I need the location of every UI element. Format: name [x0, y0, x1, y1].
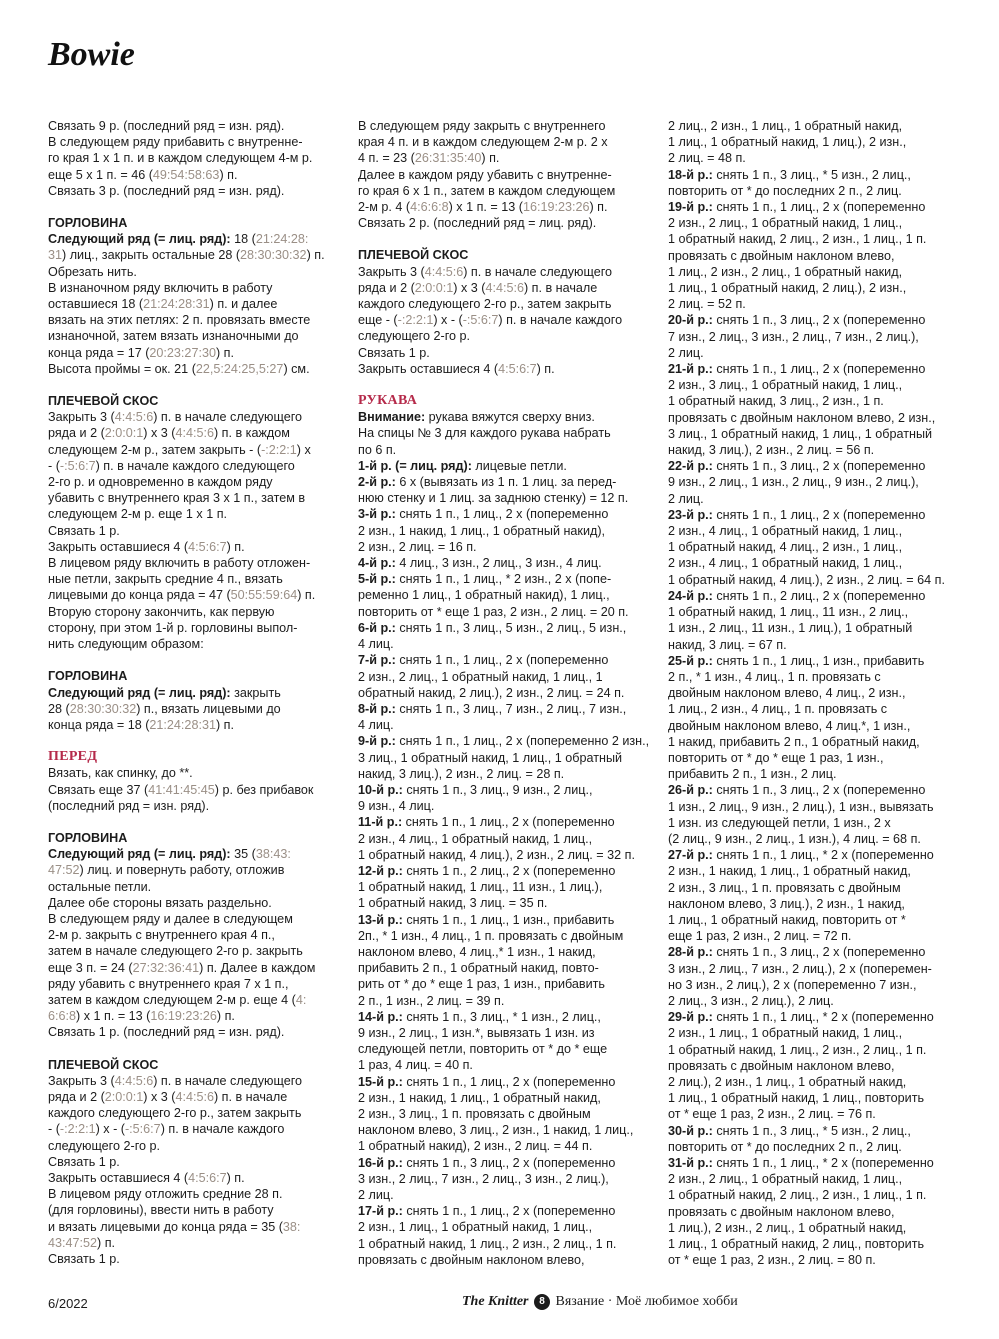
text-line: 2 изн., 1 лиц., 1 обратный накид, 1 лиц.,: [668, 1026, 903, 1041]
text-line: 2 изн., 3 лиц., 1 обратный накид, 1 лиц.,: [668, 378, 903, 393]
text-line: 1 изн., 2 лиц., 11 изн., 1 лиц.), 1 обратный: [668, 621, 913, 636]
text-line: 1 обратный накид, 2 лиц., 2 изн., 1 лиц., 1 п.: [668, 1188, 927, 1203]
text-line: - (-:2:2:1) х - (-:5:6:7) п. в начале каждого: [48, 1122, 285, 1137]
text-line: 2 п., 1 изн., 2 лиц. = 39 п.: [358, 993, 505, 1008]
text-line: (для горловины), ввести нить в работу: [48, 1203, 274, 1218]
text-line: Следующий ряд (= лиц. ряд): закрыть: [48, 685, 281, 700]
text-line: Связать 2 р. (последний ряд = лиц. ряд).: [358, 216, 597, 231]
text-line: 2п., * 1 изн., 4 лиц., 1 п. провязать с двойным: [358, 928, 624, 943]
text-line: но 3 изн., 2 лиц.), 2 х (попеременно 7 изн.,: [668, 977, 917, 992]
text-line: 2-й р.: 6 х (вывязать из 1 п. 1 лиц. за перед-: [358, 475, 617, 490]
text-line: 23-й р.: снять 1 п., 1 лиц., 2 х (попеременно: [668, 507, 926, 522]
text-line: 2 п., * 1 изн., 4 лиц., 1 п. провязать с: [668, 669, 881, 684]
text-line: по 6 п.: [358, 442, 397, 457]
text-line: 4 лиц.: [358, 637, 394, 652]
text-line: следующем 2-м р. еще 1 х 1 п.: [48, 507, 228, 522]
text-line: следующем 2-м р., затем закрыть - (-:2:2:1) х: [48, 442, 311, 457]
text-line: 14-й р.: снять 1 п., 3 лиц., * 1 изн., 2 лиц.,: [358, 1009, 601, 1024]
text-line: 1 обратный накид, 1 лиц., 11 изн., 2 лиц.,: [668, 605, 909, 620]
text-line: 1 обратный накид, 4 лиц.), 2 изн., 2 лиц. = 64 п.: [668, 572, 945, 587]
text-line: ряда и 2 (2:0:0:1) х 3 (4:4:5:6) п. в каждом: [48, 426, 290, 441]
text-line: Закрыть оставшиеся 4 (4:5:6:7) п.: [48, 1170, 245, 1185]
text-line: 24-й р.: снять 1 п., 2 лиц., 2 х (попеременно: [668, 588, 926, 603]
text-line: Закрыть 3 (4:4:5:6) п. в начале следующего: [48, 1073, 303, 1088]
text-line: 31-й р.: снять 1 п., 1 лиц., * 2 х (попеременно: [668, 1156, 934, 1170]
text-line: В лицевом ряду отложить средние 28 п.: [48, 1187, 283, 1202]
text-line: 1 раз, 4 лиц. = 40 п.: [358, 1058, 473, 1073]
text-line: 20-й р.: снять 1 п., 3 лиц., 2 х (попеременно: [668, 313, 926, 328]
text-line: 19-й р.: снять 1 п., 1 лиц., 2 х (попеременно: [668, 200, 926, 215]
text-line: каждого следующего 2-го р., затем закрыть: [358, 297, 612, 312]
text-line: 2 лиц., 2 изн., 1 лиц., 1 обратный накид,: [668, 119, 903, 133]
text-line: 1 лиц., 1 обратный накид, повторить от *: [668, 912, 906, 927]
text-line: 1 лиц., 2 изн., 4 лиц., 1 п. провязать с: [668, 702, 888, 717]
text-line: 3 лиц., 1 обратный накид, 1 лиц., 1 обратный: [668, 426, 933, 441]
section-subheading: ГОРЛОВИНА: [48, 669, 128, 684]
text-line: затем в каждом следующем 2-м р. еще 4 (4:: [48, 992, 307, 1007]
text-line: 2 лиц. = 48 п.: [668, 151, 746, 166]
text-line: 12-й р.: снять 1 п., 2 лиц., 2 х (попеременно: [358, 863, 616, 878]
magazine-tagline: Вязание · Моё любимое хобби: [555, 1294, 738, 1309]
text-line: двойным наклоном влево, 4 лиц.*, 1 изн.,: [668, 718, 911, 733]
issue-number: 6/2022: [48, 1296, 88, 1311]
text-line: 1 обратный накид, 1 лиц., 2 изн., 2 лиц., 1 п.: [668, 1042, 927, 1057]
text-line: Закрыть оставшиеся 4 (4:5:6:7) п.: [48, 539, 245, 554]
text-line: провязать с двойным наклоном влево,: [358, 1252, 585, 1267]
text-line: еще 1 раз, 2 изн., 2 лиц. = 72 п.: [668, 929, 852, 944]
text-line: 2 изн., 1 лиц., 1 обратный накид, 1 лиц.,: [358, 1220, 593, 1235]
text-line: ряду убавить с внутреннего края 7 х 1 п.,: [48, 976, 289, 991]
text-line: конца ряда = 17 (20:23:27:30) п.: [48, 345, 234, 360]
text-line: ряда и 2 (2:0:0:1) х 3 (4:4:5:6) п. в начале: [48, 1089, 288, 1104]
text-line: от * еще 1 раз, 2 изн., 2 лиц. = 76 п.: [668, 1107, 876, 1122]
text-line: 9 изн., 2 лиц., 1 изн.*, вывязать 1 изн. из: [358, 1025, 595, 1040]
text-line: обратный накид, 2 лиц.), 2 изн., 2 лиц. = 24 п.: [358, 685, 625, 700]
text-line: 1 обратный накид, 1 лиц., 2 изн., 2 лиц., 1 п.: [358, 1236, 617, 1251]
text-line: Обрезать нить.: [48, 264, 137, 279]
text-line: 16-й р.: снять 1 п., 3 лиц., 2 х (попеременно: [358, 1155, 616, 1170]
text-line: В следующем ряду прибавить с внутренне-: [48, 135, 303, 150]
text-line: еще - (-:2:2:1) х - (-:5:6:7) п. в начале каждого: [358, 313, 623, 328]
text-line: повторить от * еще 1 раз, 2 изн., 2 лиц. = 20 п.: [358, 604, 629, 619]
text-line: го края 6 х 1 п., затем в каждом следующем: [358, 183, 616, 198]
text-line: - (-:5:6:7) п. в начале каждого следующего: [48, 458, 295, 473]
text-line: 26-й р.: снять 1 п., 3 лиц., 2 х (попеременно: [668, 783, 926, 798]
text-line: изнаночной, затем вязать изнаночными до: [48, 329, 299, 344]
text-line: Связать 1 р.: [48, 1252, 120, 1266]
text-line: Вторую сторону закончить, как первую: [48, 604, 275, 619]
page-number-badge: 8: [534, 1294, 550, 1310]
text-line: 3 лиц., 1 обратный накид, 1 лиц., 1 обратный: [358, 750, 623, 765]
text-line: следующего 2-го р.: [358, 329, 471, 344]
text-line: провязать с двойным наклоном влево,: [668, 248, 895, 263]
text-line: 28 (28:30:30:32) п., вязать лицевыми до: [48, 701, 281, 716]
text-line: оставшиеся 18 (21:24:28:31) п. и далее: [48, 297, 278, 312]
text-line: 1 изн. из следующей петли, 1 изн., 2 х: [668, 815, 891, 830]
text-line: 2 изн., 4 лиц., 1 обратный накид, 1 лиц.,: [668, 556, 903, 571]
text-line: Связать 1 р.: [48, 1154, 120, 1169]
text-line: Связать 3 р. (последний ряд = изн. ряд).: [48, 183, 285, 198]
text-line: Связать 1 р.: [358, 345, 430, 360]
text-line: рить от * до * еще 1 раз, 1 изн., прибавить: [358, 977, 605, 992]
text-line: 7-й р.: снять 1 п., 1 лиц., 2 х (попеременно: [358, 653, 609, 668]
section-subheading: ПЛЕЧЕВОЙ СКОС: [48, 1057, 159, 1072]
text-line: Далее обе стороны вязать раздельно.: [48, 895, 272, 910]
text-line: 2 лиц.: [358, 1188, 394, 1202]
text-line: Связать 9 р. (последний ряд = изн. ряд).: [48, 119, 285, 133]
text-line: го края 1 х 1 п. и в каждом следующем 4-м р.: [48, 151, 313, 166]
text-line: наклоном влево, 4 лиц.,* 1 изн., 1 накид,: [358, 944, 596, 959]
text-line: 1 накид, прибавить 2 п., 1 обратный накид,: [668, 734, 920, 749]
text-line: Закрыть 3 (4:4:5:6) п. в начале следующего: [358, 264, 613, 279]
text-line: В изнаночном ряду включить в работу: [48, 280, 273, 295]
text-column-2: [358, 118, 654, 1268]
text-line: 1 лиц., 1 обратный накид, 2 лиц., повторить: [668, 1237, 925, 1252]
text-line: следующей петли, повторить от * до * еще: [358, 1042, 608, 1057]
text-line: 1 лиц., 2 изн., 2 лиц., 1 обратный накид,: [668, 264, 903, 279]
text-line: 1 обратный накид, 4 лиц.), 2 изн., 2 лиц. = 32 п.: [358, 847, 635, 862]
text-line: края 4 п. и в каждом следующем 2-м р. 2 х: [358, 135, 608, 150]
text-line: 4 лиц.: [358, 718, 394, 733]
text-line: двойным наклоном влево, 4 лиц., 2 изн.,: [668, 686, 906, 701]
section-heading-sleeves: РУКАВА: [358, 393, 418, 409]
magazine-name: The Knitter: [462, 1294, 529, 1309]
text-line: затем в начале следующего 2-го р. закрыть: [48, 944, 303, 959]
text-line: 2 изн., 4 лиц., 1 обратный накид, 1 лиц.,: [358, 831, 593, 846]
text-line: 1 лиц., 1 обратный накид, 1 лиц.), 2 изн.,: [668, 135, 907, 150]
text-line: следующего 2-го р.: [48, 1138, 161, 1153]
section-subheading: ГОРЛОВИНА: [48, 830, 128, 845]
text-line: 2-го р. и одновременно в каждом ряду: [48, 475, 273, 490]
text-line: В следующем ряду и далее в следующем: [48, 911, 293, 926]
text-line: 28-й р.: снять 1 п., 3 лиц., 2 х (попеременно: [668, 945, 926, 960]
text-line: 17-й р.: снять 1 п., 1 лиц., 2 х (попеременно: [358, 1204, 616, 1219]
text-line: 25-й р.: снять 1 п., 1 лиц., 1 изн., прибавить: [668, 653, 925, 668]
text-line: В следующем ряду закрыть с внутреннего: [358, 119, 606, 133]
text-line: сторону, при этом 1-й р. горловины выпол-: [48, 620, 298, 635]
text-line: наклоном влево, 3 лиц.), 2 изн., 1 накид,: [668, 896, 905, 911]
text-line: Следующий ряд (= лиц. ряд): 35 (38:43:: [48, 847, 291, 862]
section-subheading: ПЛЕЧЕВОЙ СКОС: [358, 248, 469, 263]
section-subheading: ГОРЛОВИНА: [48, 216, 128, 231]
text-line: 2 лиц.: [668, 491, 704, 506]
text-line: 1 лиц., 1 обратный накид, 2 лиц.), 2 изн.,: [668, 281, 907, 296]
text-line: 2 изн., 1 накид, 1 лиц., 1 обратный накид,: [668, 864, 911, 879]
text-line: 2 изн., 4 лиц., 1 обратный накид, 1 лиц.,: [668, 524, 903, 539]
text-line: 2 лиц.: [668, 345, 704, 360]
text-line: Высота проймы = ок. 21 (22,5:24:25,5:27) см.: [48, 361, 310, 376]
text-line: 6:6:8) х 1 п. = 13 (16:19:23:26) п.: [48, 1009, 235, 1024]
text-line: 3 изн., 2 лиц., 7 изн., 2 лиц.), 2 х (поперемен-: [668, 961, 932, 976]
page-footer: [48, 1294, 952, 1316]
text-line: 1 лиц.), 2 изн., 2 лиц., 1 обратный накид,: [668, 1220, 907, 1235]
text-line: Закрыть оставшиеся 4 (4:5:6:7) п.: [358, 361, 555, 376]
text-line: 1 обратный накид), 2 изн., 2 лиц. = 44 п.: [358, 1139, 593, 1154]
text-line: 27-й р.: снять 1 п., 1 лиц., * 2 х (попеременно: [668, 848, 934, 863]
text-line: 11-й р.: снять 1 п., 1 лиц., 2 х (попеременно: [358, 815, 615, 830]
text-line: 4-й р.: 4 лиц., 3 изн., 2 лиц., 3 изн., 4 лиц.: [358, 556, 602, 571]
text-line: накид, 3 лиц.), 2 изн., 2 лиц. = 28 п.: [358, 766, 565, 781]
text-line: от * еще 1 раз, 2 изн., 2 лиц. = 80 п.: [668, 1253, 876, 1268]
text-line: 3-й р.: снять 1 п., 1 лиц., 2 х (попеременно: [358, 507, 609, 522]
text-line: нить следующим образом:: [48, 637, 204, 652]
text-line: 2 лиц.), 2 изн., 1 лиц., 1 обратный накид,: [668, 1074, 907, 1089]
text-line: Связать еще 37 (41:41:45:45) р. без прибавок: [48, 782, 314, 797]
text-line: 2 изн., 3 лиц., 1 п. провязать с двойным: [358, 1106, 591, 1121]
text-column-3: [668, 118, 960, 1268]
text-line: 2 лиц. = 52 п.: [668, 297, 746, 312]
text-line: 47:52) лиц. и повернуть работу, отложив: [48, 863, 285, 878]
text-line: Связать 1 р.: [48, 523, 120, 538]
text-line: вязать на этих петлях: 2 п. провязать вместе: [48, 313, 311, 328]
page-title: Bowie: [48, 36, 135, 73]
text-line: Далее в каждом ряду убавить с внутренне-: [358, 167, 612, 182]
text-line: остальные петли.: [48, 879, 152, 894]
text-line: накид, 3 лиц.), 2 изн., 2 лиц. = 56 п.: [668, 443, 875, 458]
text-line: провязать с двойным наклоном влево,: [668, 1058, 895, 1073]
text-line: 5-й р.: снять 1 п., 1 лиц., * 2 изн., 2 х (попе-: [358, 572, 612, 587]
text-line: 1-й р. (= лиц. ряд): лицевые петли.: [358, 458, 567, 473]
text-line: 2-м р. закрыть с внутреннего края 4 п.,: [48, 928, 275, 943]
text-line: На спицы № 3 для каждого рукава набрать: [358, 426, 611, 441]
text-line: Вязать, как спинку, до **.: [48, 766, 193, 781]
text-line: ременно 1 лиц., 1 обратный накид), 1 лиц.,: [358, 588, 610, 603]
text-column-1: [48, 118, 346, 1267]
text-line: 7 изн., 2 лиц., 3 изн., 2 лиц., 7 изн., 2 лиц.),: [668, 329, 919, 344]
text-line: и вязать лицевыми до конца ряда = 35 (38:: [48, 1219, 301, 1234]
text-line: 9 изн., 2 лиц., 1 изн., 2 лиц., 9 изн., 2 лиц.),: [668, 475, 919, 490]
text-line: накид, 3 лиц. = 67 п.: [668, 637, 787, 652]
text-line: повторить от * до последних 2 п., 2 лиц.: [668, 1139, 902, 1154]
text-line: 9-й р.: снять 1 п., 1 лиц., 2 х (попеременно 2 изн.,: [358, 734, 650, 749]
text-line: 2 изн., 1 накид, 1 лиц., 1 обратный накид,: [358, 1090, 601, 1105]
text-line: повторить от * до * еще 1 раз, 1 изн.,: [668, 750, 884, 765]
text-line: 4 п. = 23 (26:31:35:40) п.: [358, 151, 500, 166]
text-line: каждого следующего 2-го р., затем закрыть: [48, 1106, 302, 1121]
text-line: 1 обратный накид, 2 лиц., 2 изн., 1 лиц., 1 п.: [668, 232, 927, 247]
text-line: 2 изн., 2 лиц., 1 обратный накид, 1 лиц., 1: [358, 669, 603, 684]
text-line: 2 изн., 3 лиц., 1 п. провязать с двойным: [668, 880, 901, 895]
text-line: лицевыми до конца ряда = 47 (50:55:59:64) п.: [48, 588, 316, 603]
text-line: 1 обратный накид, 1 лиц., 11 изн., 1 лиц.),: [358, 880, 603, 895]
text-line: конца ряда = 18 (21:24:28:31) п.: [48, 717, 234, 732]
text-line: повторить от * до последних 2 п., 2 лиц.: [668, 183, 902, 198]
text-line: 15-й р.: снять 1 п., 1 лиц., 2 х (попеременно: [358, 1074, 616, 1089]
text-line: 30-й р.: снять 1 п., 3 лиц., * 5 изн., 2 лиц.,: [668, 1123, 911, 1138]
text-line: убавить с внутреннего края 3 х 1 п., затем в: [48, 491, 306, 506]
text-line: еще 5 х 1 п. = 46 (49:54:58:63) п.: [48, 167, 238, 182]
text-line: 2 лиц., 3 изн., 2 лиц.), 2 лиц.: [668, 993, 834, 1008]
text-line: 1 обратный накид, 3 лиц., 2 изн., 1 п.: [668, 394, 884, 409]
text-line: ные петли, закрыть средние 4 п., вязать: [48, 572, 283, 587]
text-line: 1 обратный накид, 3 лиц. = 35 п.: [358, 896, 548, 911]
text-line: 6-й р.: снять 1 п., 3 лиц., 5 изн., 2 лиц., 5 изн.,: [358, 620, 627, 635]
text-line: наклоном влево, 3 лиц., 2 изн., 1 накид, 1 лиц.,: [358, 1123, 634, 1138]
text-line: 9 изн., 4 лиц.: [358, 799, 435, 814]
text-line: 18-й р.: снять 1 п., 3 лиц., * 5 изн., 2 лиц.,: [668, 167, 911, 182]
text-line: провязать с двойным наклоном влево,: [668, 1204, 895, 1219]
text-line: 31) лиц., закрыть остальные 28 (28:30:30:32) п.: [48, 248, 325, 263]
text-line: провязать с двойным наклоном влево, 2 изн.,: [668, 410, 936, 425]
text-line: Закрыть 3 (4:4:5:6) п. в начале следующего: [48, 410, 303, 425]
text-line: 8-й р.: снять 1 п., 3 лиц., 7 изн., 2 лиц., 7 изн.,: [358, 701, 627, 716]
text-line: прибавить 2 п., 1 изн., 2 лиц.: [668, 767, 837, 782]
text-line: ряда и 2 (2:0:0:1) х 3 (4:4:5:6) п. в начале: [358, 280, 598, 295]
text-line: 21-й р.: снять 1 п., 1 лиц., 2 х (попеременно: [668, 362, 926, 377]
section-heading-front: ПЕРЕД: [48, 749, 98, 765]
text-line: 2 изн., 1 накид, 1 лиц., 1 обратный накид),: [358, 523, 606, 538]
text-line: 3 изн., 2 лиц., 7 изн., 2 лиц., 3 изн., 2 лиц.),: [358, 1171, 609, 1186]
text-line: 10-й р.: снять 1 п., 3 лиц., 9 изн., 2 лиц.,: [358, 782, 593, 797]
text-line: (2 лиц., 9 изн., 2 лиц., 1 изн.), 4 лиц. = 68 п.: [668, 831, 921, 846]
text-line: 1 изн., 2 лиц., 9 изн., 2 лиц.), 1 изн., вывязать: [668, 799, 934, 814]
text-line: еще 3 п. = 24 (27:32:36:41) п. Далее в каждом: [48, 960, 316, 975]
text-line: Внимание: рукава вяжутся сверху вниз.: [358, 410, 595, 425]
text-line: (последний ряд = изн. ряд).: [48, 798, 210, 813]
text-line: 29-й р.: снять 1 п., 1 лиц., * 2 х (попеременно: [668, 1010, 934, 1025]
text-line: 2-м р. 4 (4:6:6:8) х 1 п. = 13 (16:19:23:26) п.: [358, 200, 608, 215]
text-line: 13-й р.: снять 1 п., 1 лиц., 1 изн., прибавить: [358, 912, 615, 927]
text-line: 2 изн., 2 лиц., 1 обратный накид, 1 лиц.,: [668, 1172, 903, 1187]
text-line: В лицевом ряду включить в работу отложен-: [48, 556, 311, 571]
text-line: прибавить 2 п., 1 обратный накид, повто-: [358, 961, 599, 976]
text-line: 2 изн., 2 лиц., 1 обратный накид, 1 лиц.,: [668, 216, 903, 231]
text-line: нюю стенку и 1 лиц. за заднюю стенку) = 12 п.: [358, 491, 629, 506]
footer-brand: [462, 1294, 738, 1310]
text-line: 1 обратный накид, 4 лиц., 2 изн., 1 лиц.,: [668, 540, 903, 555]
text-line: 2 изн., 2 лиц. = 16 п.: [358, 539, 477, 554]
text-line: Связать 1 р. (последний ряд = изн. ряд).: [48, 1025, 285, 1040]
text-line: 1 лиц., 1 обратный накид, 1 лиц., повторить: [668, 1091, 925, 1106]
text-line: Следующий ряд (= лиц. ряд): 18 (21:24:28:: [48, 232, 309, 247]
text-line: 43:47:52) п.: [48, 1235, 116, 1250]
text-line: 22-й р.: снять 1 п., 3 лиц., 2 х (попеременно: [668, 459, 926, 474]
section-subheading: ПЛЕЧЕВОЙ СКОС: [48, 394, 159, 409]
